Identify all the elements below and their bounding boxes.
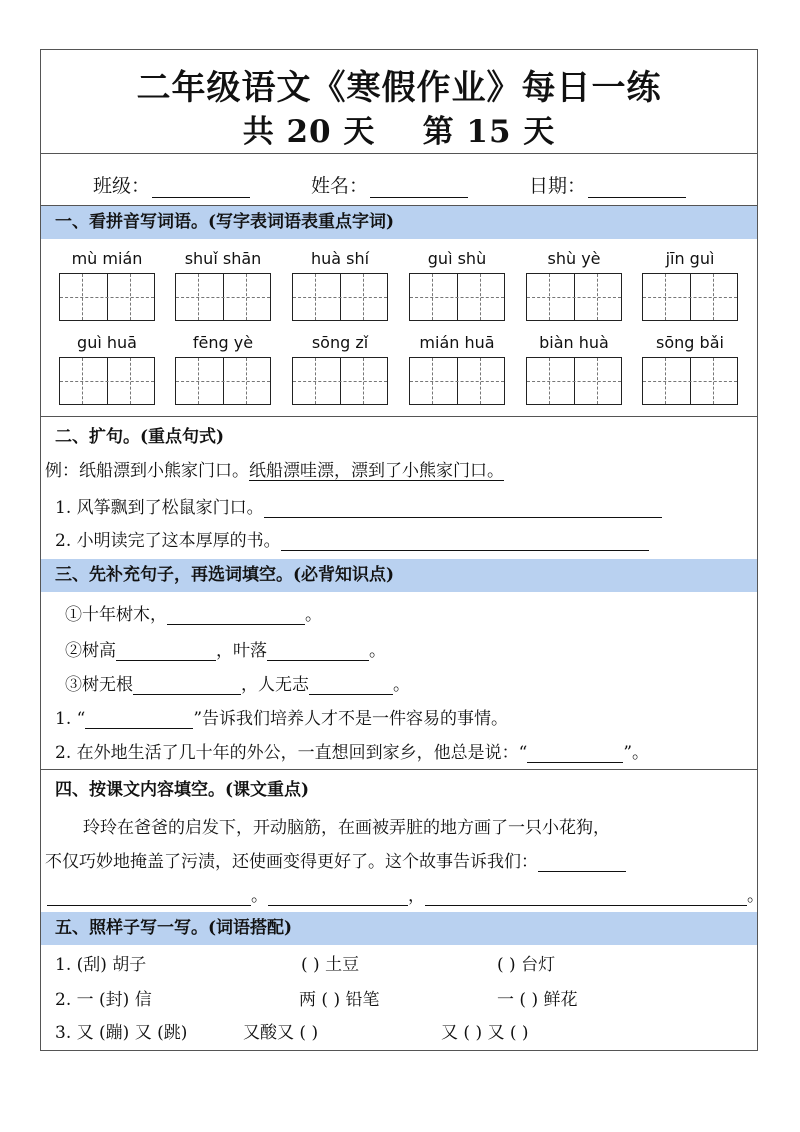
sec3-a1 <box>65 600 322 625</box>
pinyin-label: mù mián <box>71 249 143 268</box>
writing-grid[interactable] <box>59 357 155 405</box>
writing-grid[interactable] <box>59 273 155 321</box>
writing-grid[interactable] <box>409 357 505 405</box>
sec3-a3-blank-a[interactable] <box>133 676 241 695</box>
sec3-a2-text-a: ②树高 <box>65 641 116 661</box>
sec3-a2 <box>65 636 386 661</box>
sec4-para-2 <box>45 847 626 872</box>
sec2-q2-text: 2. 小明读完了这本厚厚的书。 <box>55 531 281 551</box>
page-title: 二年级语文《寒假作业》每日一练 <box>136 68 662 108</box>
section-5-heading: 五、照样子写一写。(词语搭配) <box>41 912 757 945</box>
sec3-a3-text-a: ③树无根 <box>65 675 133 695</box>
sec4-blank-4[interactable] <box>425 887 747 906</box>
sec3-a2-blank-a[interactable] <box>116 642 216 661</box>
pinyin-label: mián huā <box>419 333 495 352</box>
date-blank[interactable] <box>588 179 686 198</box>
sec3-a2-text-b: ，叶落 <box>216 641 267 661</box>
name-label: 姓名： <box>311 175 369 197</box>
sec5-item[interactable]: 一 ( ) 鲜花 <box>497 990 578 1010</box>
sec5-item: 1. (刮) 胡子 <box>55 955 147 975</box>
sec2-q2 <box>55 526 649 551</box>
sec3-a2-end: 。 <box>369 641 386 661</box>
sec5-item: 3. 又 (蹦) 又 (跳) <box>55 1023 188 1043</box>
name-blank[interactable] <box>370 179 468 198</box>
sec3-a1-text: ①十年树木， <box>65 605 167 625</box>
page-subtitle: 共 20 天 第 15 天 <box>242 114 556 150</box>
student-info-row <box>41 153 757 206</box>
sec5-item: 2. 一 (封) 信 <box>55 990 152 1010</box>
pinyin-label: guì huā <box>77 333 137 352</box>
sec5-item[interactable]: ( ) 土豆 <box>301 955 360 975</box>
sec3-q1 <box>55 704 508 729</box>
sec4-blank-1[interactable] <box>538 853 626 872</box>
date-field <box>529 171 686 198</box>
sec2-example-prefix: 例：纸船漂到小熊家门口。 <box>45 461 249 481</box>
sec3-q2-text-a: 2. 在外地生活了几十年的外公，一直想回到家乡，他总是说：“ <box>55 743 528 763</box>
pinyin-label: jīn guì <box>665 249 715 268</box>
sec3-q1-text-b: ”告诉我们培养人才不是一件容易的事情。 <box>193 709 509 729</box>
writing-grid[interactable] <box>175 357 271 405</box>
class-blank[interactable] <box>152 179 250 198</box>
class-field <box>93 171 250 198</box>
class-label: 班级： <box>93 175 151 197</box>
writing-grid[interactable] <box>409 273 505 321</box>
sec3-q1-text-a: 1. “ <box>55 709 86 729</box>
section-4-heading: 四、按课文内容填空。(课文重点) <box>55 780 310 800</box>
sec4-para-3 <box>47 881 764 906</box>
sec5-item[interactable]: 又 ( ) 又 ( ) <box>441 1023 529 1043</box>
sec3-a3-text-b: ，人无志 <box>241 675 309 695</box>
writing-grid[interactable] <box>292 357 388 405</box>
date-label: 日期： <box>529 175 587 197</box>
section-2-heading: 二、扩句。(重点句式) <box>55 427 225 447</box>
sec5-item[interactable]: 又酸又 ( ) <box>243 1023 319 1043</box>
sec2-example-answer: 纸船漂哇漂，漂到了小熊家门口。 <box>249 461 504 481</box>
name-field <box>311 171 468 198</box>
pinyin-label: fēng yè <box>192 333 254 352</box>
pinyin-label: shù yè <box>547 249 601 268</box>
sec3-a1-blank[interactable] <box>167 606 305 625</box>
sec4-p3-c: 。 <box>747 886 764 906</box>
writing-grid[interactable] <box>526 273 622 321</box>
sec3-q2 <box>55 738 649 763</box>
sec4-para-2-text: 不仅巧妙地掩盖了污渍，还使画变得更好了。这个故事告诉我们： <box>45 852 538 872</box>
title-box <box>41 50 757 154</box>
sec2-q1 <box>55 493 662 518</box>
sec2-q1-blank[interactable] <box>264 499 662 518</box>
sec4-p3-a: 。 <box>251 886 268 906</box>
writing-grid[interactable] <box>292 273 388 321</box>
sec3-a1-end: 。 <box>305 605 322 625</box>
pinyin-label: sōng zǐ <box>311 333 369 352</box>
sec5-item[interactable]: ( ) 台灯 <box>497 955 556 975</box>
pinyin-label: huà shí <box>310 249 370 268</box>
section-3-heading: 三、先补充句子，再选词填空。(必背知识点) <box>41 559 757 592</box>
sec3-a3-blank-b[interactable] <box>309 676 393 695</box>
writing-grid[interactable] <box>642 357 738 405</box>
sec4-para-1: 玲玲在爸爸的启发下，开动脑筋，在画被弄脏的地方画了一只小花狗， <box>83 818 610 838</box>
sec3-a3-end: 。 <box>393 675 410 695</box>
writing-grid[interactable] <box>642 273 738 321</box>
writing-grid[interactable] <box>526 357 622 405</box>
pinyin-label: shuǐ shān <box>184 249 262 268</box>
worksheet <box>40 49 764 1051</box>
sec3-q2-blank[interactable] <box>527 744 623 763</box>
sec4-p3-b: ， <box>408 886 425 906</box>
sec2-q2-blank[interactable] <box>281 532 649 551</box>
sec3-a3 <box>65 670 410 695</box>
sec3-q2-text-b: ”。 <box>623 743 650 763</box>
pinyin-label: sōng bǎi <box>656 333 724 352</box>
writing-grid[interactable] <box>175 273 271 321</box>
sec4-blank-2[interactable] <box>47 887 251 906</box>
sec2-example <box>45 456 504 481</box>
pinyin-label: biàn huà <box>539 333 609 352</box>
sec3-a2-blank-b[interactable] <box>267 642 369 661</box>
sec2-q1-text: 1. 风筝飘到了松鼠家门口。 <box>55 498 264 518</box>
pinyin-label: guì shù <box>427 249 487 268</box>
section-1-heading: 一、看拼音写词语。(写字表词语表重点字词) <box>41 206 757 239</box>
sec3-q1-blank[interactable] <box>85 710 193 729</box>
sec5-item[interactable]: 两 ( ) 铅笔 <box>299 990 380 1010</box>
sec4-blank-3[interactable] <box>268 887 408 906</box>
